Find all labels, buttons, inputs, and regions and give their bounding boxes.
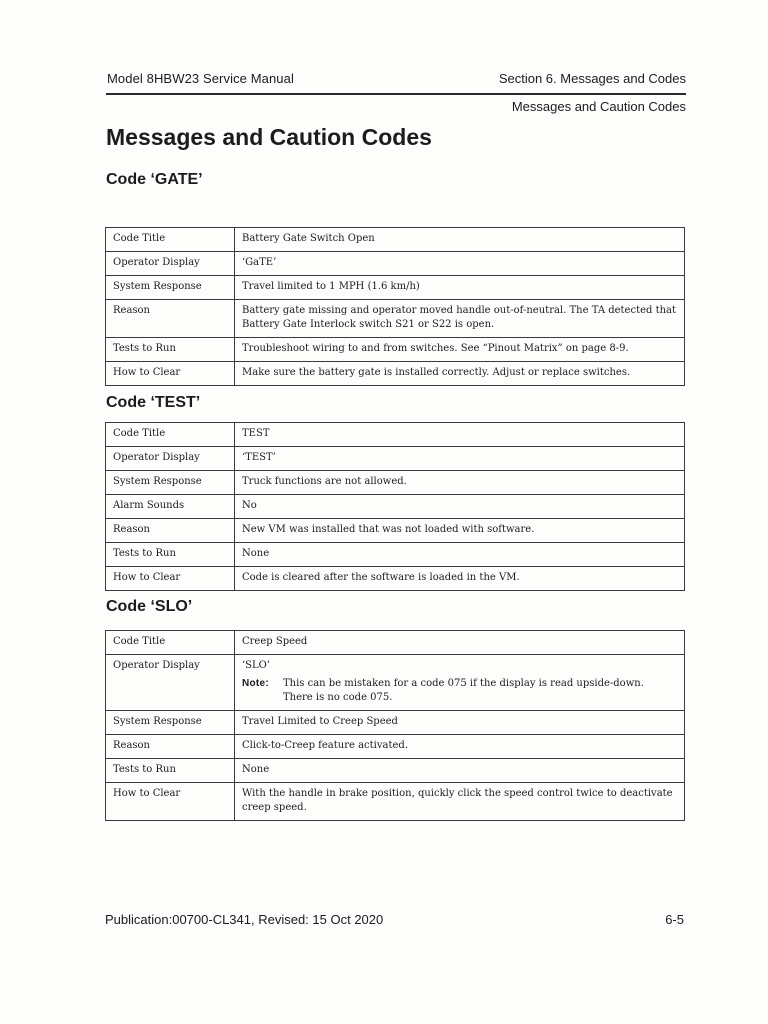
table-row — [106, 423, 685, 447]
table-row — [106, 338, 685, 362]
subsection-title: Messages and Caution Codes — [511, 99, 686, 114]
row-label: System Response — [106, 471, 235, 495]
section-title: Section 6. Messages and Codes — [498, 71, 686, 86]
row-label: Operator Display — [106, 252, 235, 276]
header-rule — [106, 93, 686, 95]
row-value: Battery Gate Switch Open — [235, 228, 685, 252]
row-value: Code is cleared after the software is loaded in the VM. — [235, 567, 685, 591]
row-value: ‘GaTE’ — [235, 252, 685, 276]
row-label: How to Clear — [106, 362, 235, 386]
row-value: TEST — [235, 423, 685, 447]
manual-title: Model 8HBW23 Service Manual — [107, 71, 294, 86]
row-value: Click-to-Creep feature activated. — [235, 735, 685, 759]
code-table-gate — [105, 227, 685, 386]
row-label: Reason — [106, 519, 235, 543]
row-value: Travel limited to 1 MPH (1.6 km/h) — [235, 276, 685, 300]
row-label: How to Clear — [106, 783, 235, 821]
table-row — [106, 447, 685, 471]
row-value: With the handle in brake position, quickly click the speed control twice to deactivate creep speed. — [235, 783, 685, 821]
code-table-slo — [105, 630, 685, 821]
table-row — [106, 543, 685, 567]
row-label: Operator Display — [106, 447, 235, 471]
code-table-test — [105, 422, 685, 591]
table-row — [106, 631, 685, 655]
row-value: Truck functions are not allowed. — [235, 471, 685, 495]
row-label: System Response — [106, 711, 235, 735]
table-row — [106, 471, 685, 495]
row-label: Tests to Run — [106, 338, 235, 362]
row-label: Code Title — [106, 423, 235, 447]
section-heading-slo: Code ‘SLO’ — [106, 598, 193, 615]
row-value: ‘TEST’ — [235, 447, 685, 471]
table-row — [106, 783, 685, 821]
row-value: Travel Limited to Creep Speed — [235, 711, 685, 735]
row-label: Tests to Run — [106, 759, 235, 783]
section-heading-test: Code ‘TEST’ — [106, 394, 201, 411]
table-row — [106, 495, 685, 519]
table-row — [106, 567, 685, 591]
row-value: None — [235, 759, 685, 783]
note-text-line-2: There is no code 075. — [283, 692, 393, 703]
row-label: Reason — [106, 300, 235, 338]
row-label: Code Title — [106, 631, 235, 655]
row-value: No — [235, 495, 685, 519]
table-row — [106, 711, 685, 735]
table-row — [106, 276, 685, 300]
publication-info: Publication:00700-CL341, Revised: 15 Oct 2020 — [105, 912, 384, 927]
row-value: Troubleshoot wiring to and from switches. See “Pinout Matrix” on page 8-9. — [235, 338, 685, 362]
row-label: System Response — [106, 276, 235, 300]
page-title: Messages and Caution Codes — [106, 124, 432, 150]
row-value: Battery gate missing and operator moved handle out-of-neutral. The TA detected that Battery Gate Interlock switch S21 or S22 is open. — [235, 300, 685, 338]
note-text-line-1: This can be mistaken for a code 075 if the display is read upside-down. — [283, 678, 644, 689]
table-row — [106, 228, 685, 252]
row-label: Alarm Sounds — [106, 495, 235, 519]
row-value: Creep Speed — [235, 631, 685, 655]
row-value-with-note — [235, 655, 685, 711]
table-row — [106, 655, 685, 711]
note-label: Note: — [242, 678, 270, 689]
note-block — [242, 677, 677, 705]
row-label: Code Title — [106, 228, 235, 252]
table-row — [106, 759, 685, 783]
row-value: ‘SLO’ — [242, 660, 271, 671]
table-row — [106, 362, 685, 386]
row-label: Tests to Run — [106, 543, 235, 567]
row-label: How to Clear — [106, 567, 235, 591]
row-value: New VM was installed that was not loaded with software. — [235, 519, 685, 543]
page-number: 6-5 — [665, 912, 684, 927]
table-row — [106, 252, 685, 276]
table-row — [106, 300, 685, 338]
table-row — [106, 735, 685, 759]
row-label: Reason — [106, 735, 235, 759]
section-heading-gate: Code ‘GATE’ — [106, 171, 203, 188]
row-value: Make sure the battery gate is installed correctly. Adjust or replace switches. — [235, 362, 685, 386]
row-value: None — [235, 543, 685, 567]
table-row — [106, 519, 685, 543]
row-label: Operator Display — [106, 655, 235, 711]
